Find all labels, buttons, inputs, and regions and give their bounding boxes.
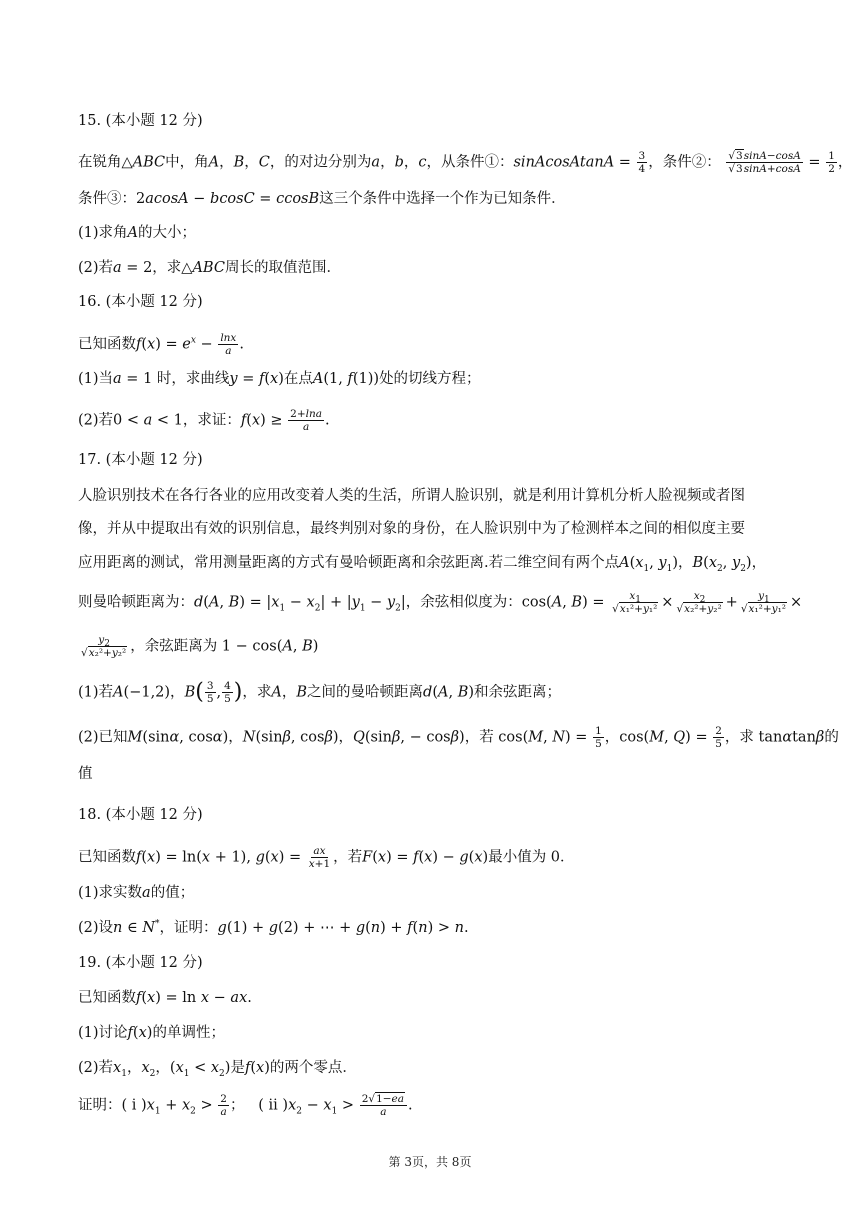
problem-19-proof: 证明：( i )$x_1 + x_2$ > $\frac{2}{a}$ ； ( ii )$x_2 - x_1$ > $\frac{2√1-ea}{a}$ . <box>78 1093 413 1118</box>
problem-18-part-2: (2)设n ∈ N*，证明：g(1) + g(2) + ⋯ + g(n) + f(n) > n. <box>78 919 469 936</box>
problem-16-part-2: (2)若0 < a < 1，求证：f(x) ≥ $\frac{2+\ln a}{a}$ . <box>78 408 330 433</box>
problem-16-part-1: (1)当a = 1 时，求曲线y = f(x)在点A(1, f(1))处的切线方程； <box>78 371 481 387</box>
problem-16-heading: 16. (本小题 12 分) <box>78 294 203 310</box>
problem-15-condition-3: 条件③：2acosA − bcosC = ccosB这三个条件中选择一个作为已知条件． <box>78 191 566 207</box>
problem-18-part-1: (1)求实数a的值； <box>78 885 195 901</box>
problem-19-stem: 已知函数f(x) = ln x − ax. <box>78 990 252 1006</box>
problem-15-stem: 在锐角△ABC中，角A，B，C，的对边分别为a，b，c，从条件①：sinAcosAtanA = $\frac{3}{4}$ ，条件②： $\frac{√3\sin A-\cos A}{√3\sin A+\cos A}$ = $\frac{1}{2}$ ， <box>78 150 853 175</box>
problem-16-stem: 已知函数$f(x) = e^x$ − $\frac{\ln x}{a}$ . <box>78 332 244 357</box>
page-footer: 第 3页，共 8页 <box>388 1155 472 1169</box>
problem-17-line-5: $\frac{y_2}{\text{√x₂²+y₂²}}$ ，余弦距离为 1 − cos(A, B) <box>81 634 319 659</box>
problem-17-line-2: 像，并从中提取出有效的识别信息，最终判别对象的身份，在人脸识别中为了检测样本之间的相似度主要 <box>78 521 745 537</box>
problem-17-line-4: 则曼哈顿距离为：d(A, $B) = |x_1 - x_2| + |y_1 - y_2|$，余弦相似度为：cos(A, B) = $\frac{x_1}{\text{√x₁²+y₁²}}$ × $\frac{x_2}{\text{√x₂²+y₂²}}$ + $\frac{y_1}{\text{√x₁²+y₁²}}$ × <box>78 590 803 615</box>
problem-19-heading: 19. (本小题 12 分) <box>78 955 203 971</box>
problem-17-part-2: (2)已知M(sinα, cosα)，N(sinβ, cosβ)，Q(sinβ, − cosβ)，若 cos(M, N) = $\frac{1}{5}$ ，cos(M, Q) = $\frac{2}{5}$ ，求 tanαtanβ的 <box>78 725 839 750</box>
problem-15-heading: 15. (本小题 12 分) <box>78 113 203 129</box>
problem-18-heading: 18. (本小题 12 分) <box>78 807 203 823</box>
problem-18-stem: 已知函数f(x) = ln(x + 1), g(x) = $\frac{ax}{x+1}$ ，若F(x) = f(x) − g(x)最小值为 0． <box>78 845 575 870</box>
problem-17-heading: 17. (本小题 12 分) <box>78 452 203 468</box>
problem-17-line-3: 应用距离的测试，常用测量距离的方式有曼哈顿距离和余弦距离.若二维空间有两个点$A(x_1$, $y_1$)，$B(x_2$, $y_2$)， <box>78 555 767 574</box>
problem-17-part-1: (1)若A(−1,2)，B( $\frac{3}{5}$ , $\frac{4}{5}$ )，求A，B之间的曼哈顿距离d(A, B)和余弦距离； <box>78 679 562 705</box>
problem-15-part-1: (1)求角A的大小； <box>78 225 197 241</box>
problem-17-part-2-tail: 值 <box>78 766 93 782</box>
problem-19-part-1: (1)讨论f(x)的单调性； <box>78 1025 225 1041</box>
problem-17-line-1: 人脸识别技术在各行各业的应用改变着人类的生活，所谓人脸识别，就是利用计算机分析人脸视频或者图 <box>78 488 745 504</box>
problem-19-part-2: (2)若$x_1$，$x_2$，$(x_1 < x_2)$是f(x)的两个零点． <box>78 1060 357 1079</box>
problem-15-part-2: (2)若a = 2，求△ABC周长的取值范围． <box>78 260 341 276</box>
